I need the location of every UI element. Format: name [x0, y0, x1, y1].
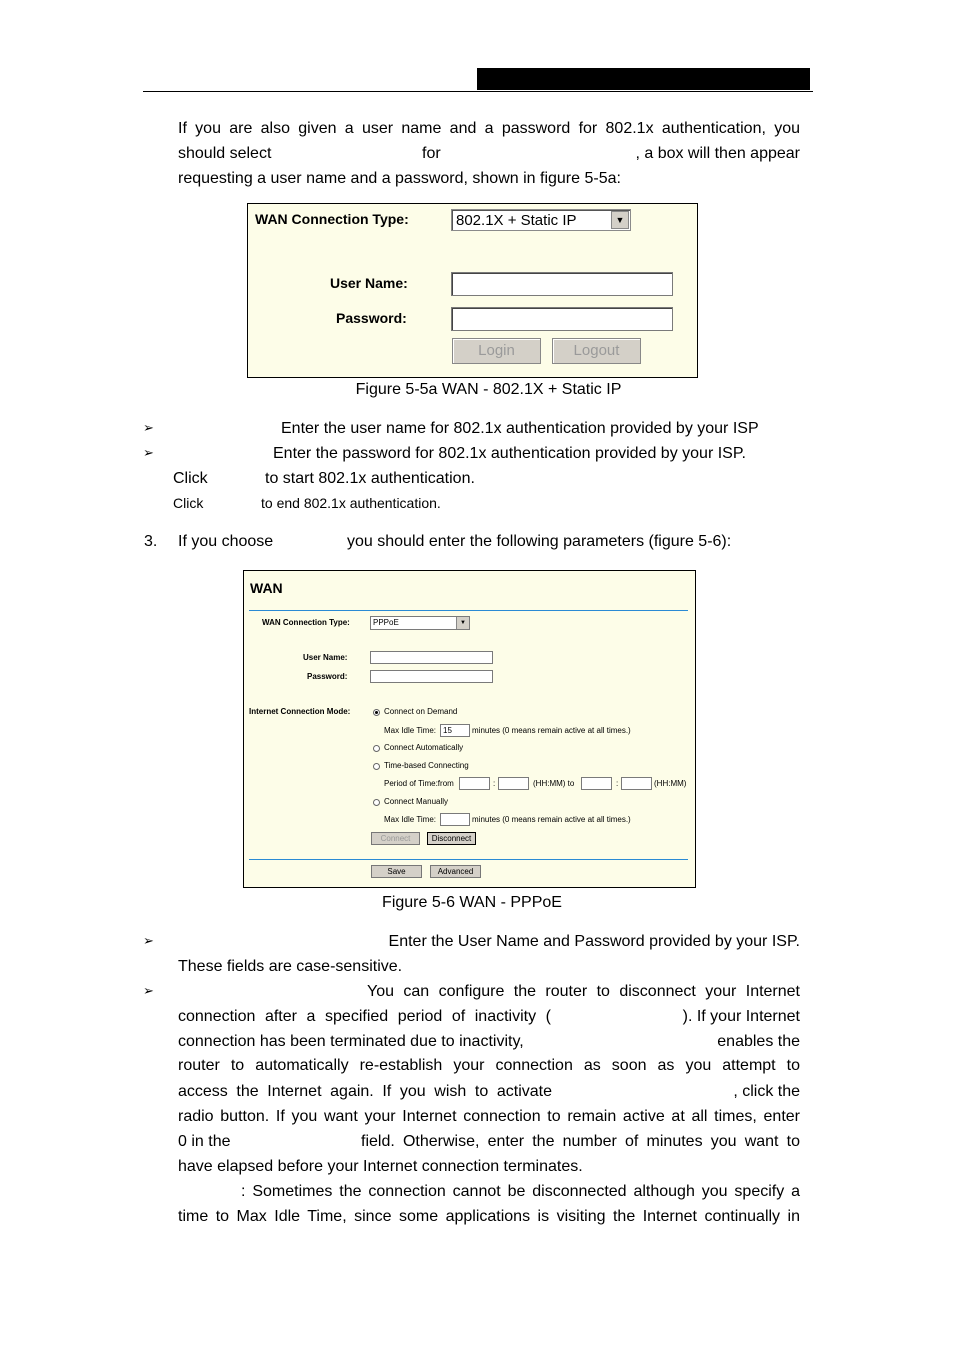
period-end-label: (HH:MM) — [654, 779, 687, 788]
intro-line-1: If you are also given a user name and a password for 802.1x authentication, you — [178, 120, 800, 137]
chevron-down-icon[interactable]: ▼ — [456, 617, 469, 629]
pppoe-password-label: Password: — [307, 672, 348, 681]
intro-line-2a: should select — [178, 145, 272, 162]
connect-automatically-label: Connect Automatically — [384, 743, 464, 752]
intro-line-2c: , a box will then appear — [635, 145, 800, 162]
max-idle-label: Max Idle Time: — [384, 726, 437, 735]
bullet-icon: ➢ — [143, 445, 154, 460]
step-3-number: 3. — [144, 533, 158, 550]
pppoe-bullet-2-line-7a: 0 in the — [178, 1133, 231, 1150]
bullet-icon: ➢ — [143, 933, 154, 948]
advanced-button[interactable]: Advanced — [430, 865, 481, 878]
figure-5-5a-caption: Figure 5-5a WAN - 802.1X + Static IP — [355, 381, 622, 398]
login-button[interactable]: Login — [452, 338, 541, 364]
pppoe-bullet-2-line-3b: enables the — [717, 1033, 800, 1050]
pppoe-wan-type-select[interactable] — [370, 616, 470, 630]
pppoe-bullet-1-line-2: These fields are case-sensitive. — [178, 958, 403, 975]
logout-button[interactable]: Logout — [552, 338, 641, 364]
figure-5-6 — [243, 570, 696, 888]
save-button[interactable]: Save — [371, 865, 422, 878]
pppoe-bullet-2-line-7b: field. Otherwise, enter the number of minutes you want to — [361, 1133, 800, 1150]
period-colon-1: : — [493, 779, 496, 788]
max-idle-label-2: Max Idle Time: — [384, 815, 437, 824]
connect-manually-label: Connect Manually — [384, 797, 449, 806]
auth-bullet-2: Enter the password for 802.1x authentication provided by your ISP. — [273, 445, 746, 462]
note-line-2: time to Max Idle Time, since some applications is visiting the Internet continually in — [178, 1208, 800, 1225]
click-logout-a: Click — [173, 495, 204, 511]
period-to-label: (HH:MM) to — [533, 779, 575, 788]
pppoe-bullet-2-line-5a: access the Internet again. If you wish to activate — [178, 1083, 552, 1100]
step-3-text-a: If you choose — [178, 533, 274, 550]
auth-bullet-1: Enter the user name for 802.1x authentication provided by your ISP — [281, 420, 759, 437]
pppoe-bullet-2-line-5b: , click the — [733, 1083, 800, 1100]
chevron-down-icon[interactable]: ▼ — [611, 211, 629, 229]
connect-on-demand-label: Connect on Demand — [384, 707, 458, 716]
pppoe-user-name-input[interactable] — [370, 651, 493, 664]
pppoe-bullet-2-line-1: You can configure the router to disconnect your Internet — [367, 983, 800, 1000]
pppoe-user-name-label: User Name: — [303, 653, 348, 662]
footer-divider — [249, 859, 688, 860]
max-idle-value: 15 — [443, 726, 452, 735]
figure-5-5a — [247, 203, 698, 378]
radio-connect-manually[interactable] — [373, 799, 380, 806]
password-label: Password: — [336, 310, 407, 326]
pppoe-bullet-2-line-8: have elapsed before your Internet connection terminates. — [178, 1158, 583, 1175]
max-idle-input[interactable] — [440, 724, 470, 737]
note-line-1: : Sometimes the connection cannot be disconnected although you specify a — [241, 1183, 800, 1200]
step-3-text-b: you should enter the following parameters (figure 5-6): — [347, 533, 732, 550]
user-name-label: User Name: — [330, 275, 408, 291]
max-idle-input-2[interactable] — [440, 813, 470, 826]
pppoe-wan-type-label: WAN Connection Type: — [262, 618, 350, 627]
figure-5-6-caption: Figure 5-6 WAN - PPPoE — [382, 894, 562, 911]
radio-time-based[interactable] — [373, 763, 380, 770]
click-login-b: to start 802.1x authentication. — [265, 470, 475, 487]
period-label: Period of Time:from — [384, 779, 454, 788]
click-login-a: Click — [173, 470, 208, 487]
period-to-hour-input[interactable] — [581, 777, 612, 790]
header-rule — [143, 91, 813, 92]
bullet-icon: ➢ — [143, 420, 154, 435]
wan-type-value: 802.1X + Static IP — [456, 212, 577, 229]
click-logout-b: to end 802.1x authentication. — [261, 495, 441, 511]
wan-type-select[interactable] — [451, 209, 631, 231]
pppoe-bullet-2-line-2b: ). If your Internet — [682, 1008, 800, 1025]
disconnect-button[interactable]: Disconnect — [427, 832, 476, 845]
radio-connect-on-demand[interactable] — [373, 709, 380, 716]
time-based-label: Time-based Connecting — [384, 761, 469, 770]
period-colon-2: : — [616, 779, 619, 788]
period-from-minute-input[interactable] — [498, 777, 529, 790]
pppoe-bullet-2-line-3a: connection has been terminated due to inactivity, — [178, 1033, 524, 1050]
radio-connect-automatically[interactable] — [373, 745, 380, 752]
user-name-input[interactable] — [451, 272, 673, 296]
pppoe-wan-type-value: PPPoE — [373, 618, 399, 627]
pppoe-bullet-2-line-2a: connection after a specified period of inactivity ( — [178, 1008, 551, 1025]
period-to-minute-input[interactable] — [621, 777, 652, 790]
password-input[interactable] — [451, 307, 673, 331]
connect-button[interactable]: Connect — [371, 832, 420, 845]
pppoe-bullet-2-line-6: radio button. If you want your Internet connection to remain active at all times, enter — [178, 1108, 800, 1125]
pppoe-bullet-2-line-4: router to automatically re-establish your connection as soon as you attempt to — [178, 1057, 800, 1074]
max-idle-note-2: minutes (0 means remain active at all times.) — [472, 815, 631, 824]
connection-mode-label: Internet Connection Mode: — [249, 707, 351, 716]
intro-line-3: requesting a user name and a password, shown in figure 5-5a: — [178, 170, 621, 187]
period-from-hour-input[interactable] — [459, 777, 490, 790]
bullet-icon: ➢ — [143, 983, 154, 998]
intro-line-2b: for — [422, 145, 441, 162]
max-idle-note: minutes (0 means remain active at all times.) — [472, 726, 631, 735]
pppoe-password-input[interactable] — [370, 670, 493, 683]
pppoe-bullet-1-line-1: Enter the User Name and Password provided by your ISP. — [388, 933, 800, 950]
title-divider — [249, 610, 688, 611]
header-bar — [477, 68, 810, 90]
wan-type-label: WAN Connection Type: — [255, 211, 409, 227]
wan-title: WAN — [250, 580, 283, 596]
